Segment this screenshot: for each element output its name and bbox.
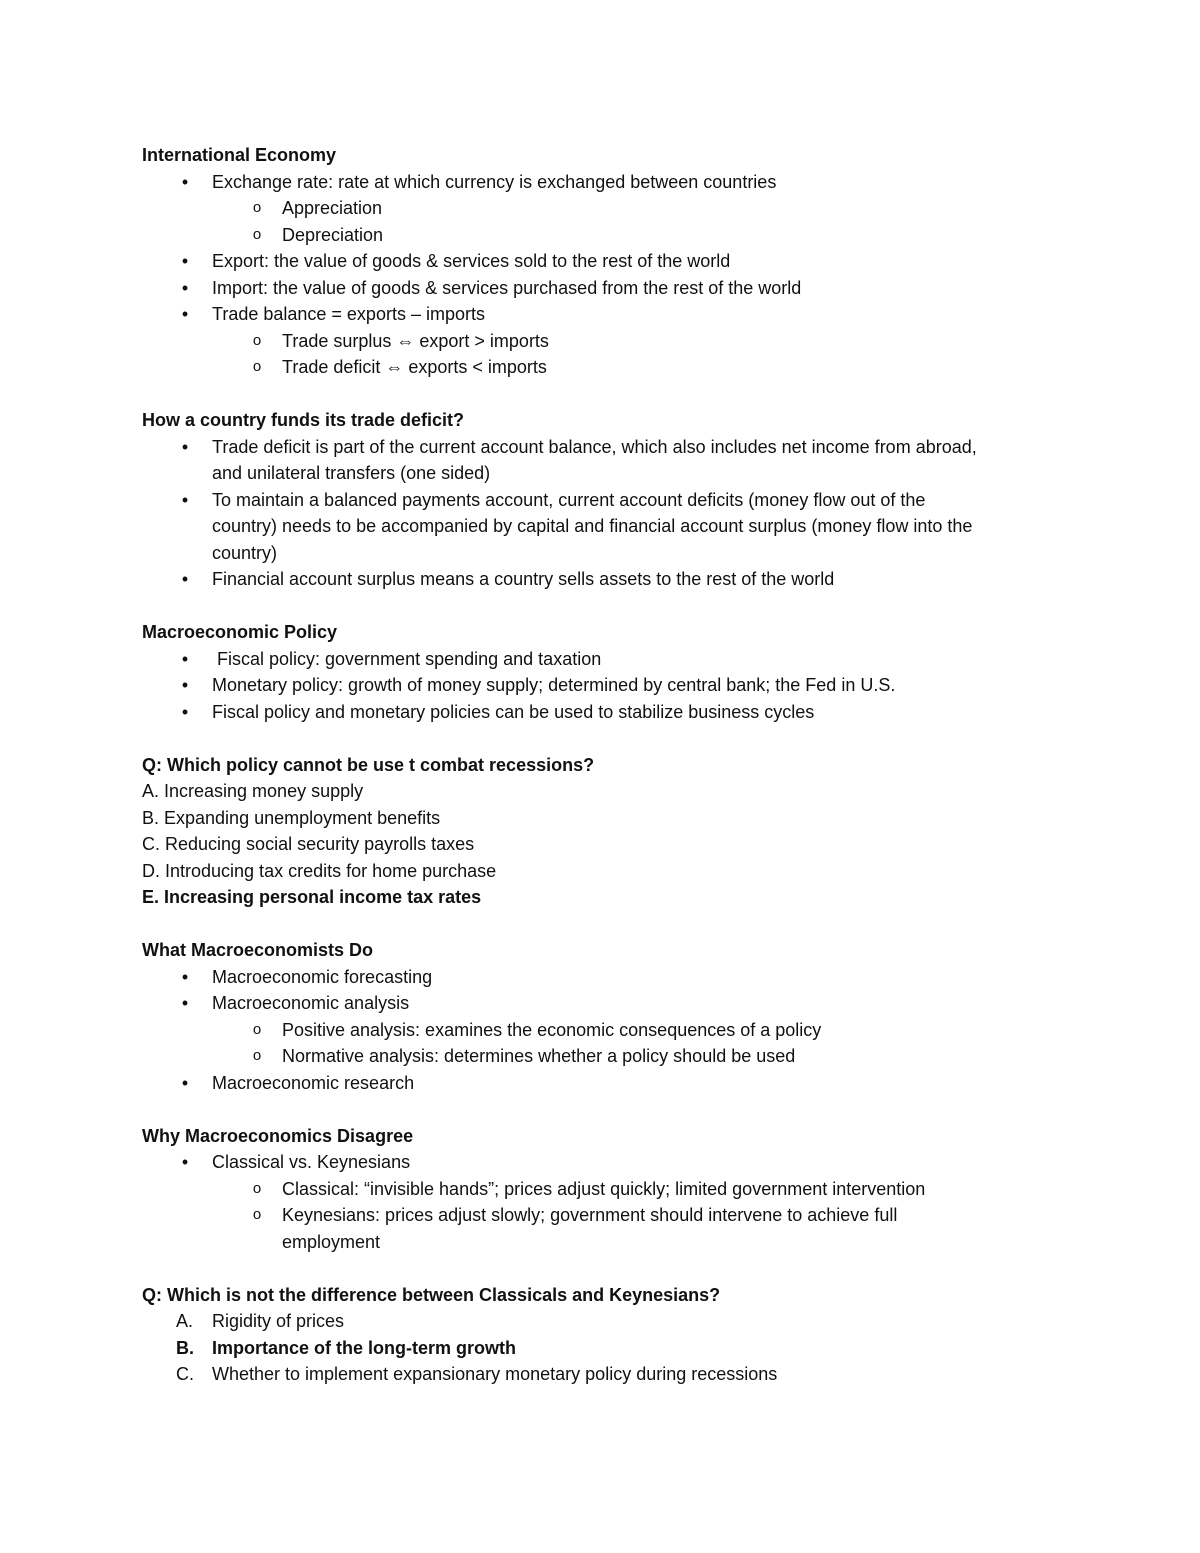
sub-list-item-continuation: employment [282,1231,381,1252]
sub-list-item-text: Appreciation [282,198,383,218]
list-item [142,990,1082,1017]
sub-list-item [142,354,1082,381]
list-item [142,964,1082,991]
bullet-icon: • [181,675,189,695]
circle-bullet-icon: o [252,225,262,243]
sub-list-item-text: Trade surplus ⇔ export > imports [282,330,549,351]
sub-list-item [142,195,1082,222]
bullet-icon: • [181,304,189,324]
list-item-text: Trade balance = exports – imports [212,304,485,324]
circle-bullet-icon: o [252,1020,262,1038]
sub-list-item-text: Classical: “invisible hands”; prices adjust quickly; limited government intervention [282,1178,926,1199]
option-letter: C. [176,1364,194,1384]
answer-option-d: D. Introducing tax credits for home purchase [142,860,497,881]
list-item-text: Monetary policy: growth of money supply; determined by central bank; the Fed in U.S. [212,675,896,695]
circle-bullet-icon: o [252,199,262,216]
bullet-icon: • [181,569,189,589]
circle-bullet-icon: o [252,331,262,349]
option-letter: A. [176,1311,194,1331]
section-heading-macroeconomic-policy: Macroeconomic Policy [142,622,338,642]
bullet-icon: • [181,966,189,987]
list-item-text: Fiscal policy: government spending and taxation [212,648,602,669]
section-heading-trade-deficit-funding: How a country funds its trade deficit? [142,410,465,430]
bullet-icon: • [181,1152,189,1172]
sub-list-item [142,328,1082,355]
answer-option-b [142,1335,1082,1362]
list-item-continuation: and unilateral transfers (one sided) [212,463,491,483]
bullet-icon: • [181,489,189,510]
section-heading-what-macroeconomists-do: What Macroeconomists Do [142,940,374,960]
bullet-icon: • [181,277,189,298]
sub-list-item-text: Depreciation [282,224,384,245]
spacer [142,725,1082,752]
list-item [142,434,1082,461]
option-text: Importance of the long-term growth [212,1337,516,1358]
list-item [142,275,1082,302]
bullet-icon: • [181,701,189,722]
sub-list-item [142,1043,1082,1070]
list-item [142,301,1082,328]
section-heading-why-disagree: Why Macroeconomics Disagree [142,1125,414,1146]
list-item-continuation: country) [212,542,278,563]
spacer [142,381,1082,408]
bullet-icon: • [181,648,189,669]
list-item [142,566,1082,593]
circle-bullet-icon: o [252,358,262,375]
list-item [142,672,1082,699]
list-item-text: Macroeconomic forecasting [212,966,433,987]
list-item [142,248,1082,275]
sub-list-item-text: Trade deficit ⇔ exports < imports [282,357,547,377]
sub-list-item-text: Normative analysis: determines whether a policy should be used [282,1046,796,1066]
bullet-icon: • [181,251,189,271]
circle-bullet-icon: o [252,1047,262,1064]
list-item-text: Export: the value of goods & services sold to the rest of the world [212,251,731,271]
list-item-text: Fiscal policy and monetary policies can be used to stabilize business cycles [212,701,815,722]
spacer [142,593,1082,620]
spacer [142,1255,1082,1282]
list-item [142,169,1082,196]
list-item-text: Financial account surplus means a country sells assets to the rest of the world [212,569,835,589]
sub-list-item [142,222,1082,249]
spacer [142,1096,1082,1123]
bullet-icon: • [181,1072,189,1093]
list-item-text: Macroeconomic research [212,1072,415,1093]
circle-bullet-icon: o [252,1179,262,1197]
list-item [142,487,1082,514]
option-text: Rigidity of prices [212,1311,345,1331]
list-item [142,699,1082,726]
list-item [142,646,1082,673]
sub-list-item-text: Positive analysis: examines the economic consequences of a policy [282,1019,822,1040]
list-item [142,1149,1082,1176]
answer-option-c [142,1361,1082,1388]
answer-option-e: E. Increasing personal income tax rates [142,887,482,907]
answer-option-a: A. Increasing money supply [142,781,364,801]
answer-option-c: C. Reducing social security payrolls taxes [142,834,475,854]
list-item [142,1070,1082,1097]
bullet-icon: • [181,993,189,1013]
list-item-text: Exchange rate: rate at which currency is exchanged between countries [212,171,777,192]
sub-list-item-text: Keynesians: prices adjust slowly; government should intervene to achieve full [282,1205,898,1225]
circle-bullet-icon: o [252,1206,262,1223]
bullet-icon: • [181,436,189,457]
sub-list-item [142,1017,1082,1044]
option-letter: B. [176,1337,194,1358]
bullet-icon: • [181,171,189,192]
list-item-text: Classical vs. Keynesians [212,1152,411,1172]
section-heading-international-economy: International Economy [142,145,337,165]
sub-list-item [142,1202,1082,1229]
answer-option-a [142,1308,1082,1335]
list-item-continuation: country) needs to be accompanied by capital and financial account surplus (money flow into the [212,516,973,536]
spacer [142,911,1082,938]
question-classicals-vs-keynesians: Q: Which is not the difference between Classicals and Keynesians? [142,1284,721,1305]
question-recessions: Q: Which policy cannot be use t combat recessions? [142,754,595,775]
answer-option-b: B. Expanding unemployment benefits [142,807,441,828]
sub-list-item [142,1176,1082,1203]
list-item-text: To maintain a balanced payments account, current account deficits (money flow out of the [212,489,926,510]
list-item-text: Trade deficit is part of the current account balance, which also includes net income from abroad, [212,436,977,457]
option-text: Whether to implement expansionary monetary policy during recessions [212,1364,778,1384]
list-item-text: Macroeconomic analysis [212,993,410,1013]
document-body [142,142,1082,1388]
list-item-text: Import: the value of goods & services purchased from the rest of the world [212,277,802,298]
